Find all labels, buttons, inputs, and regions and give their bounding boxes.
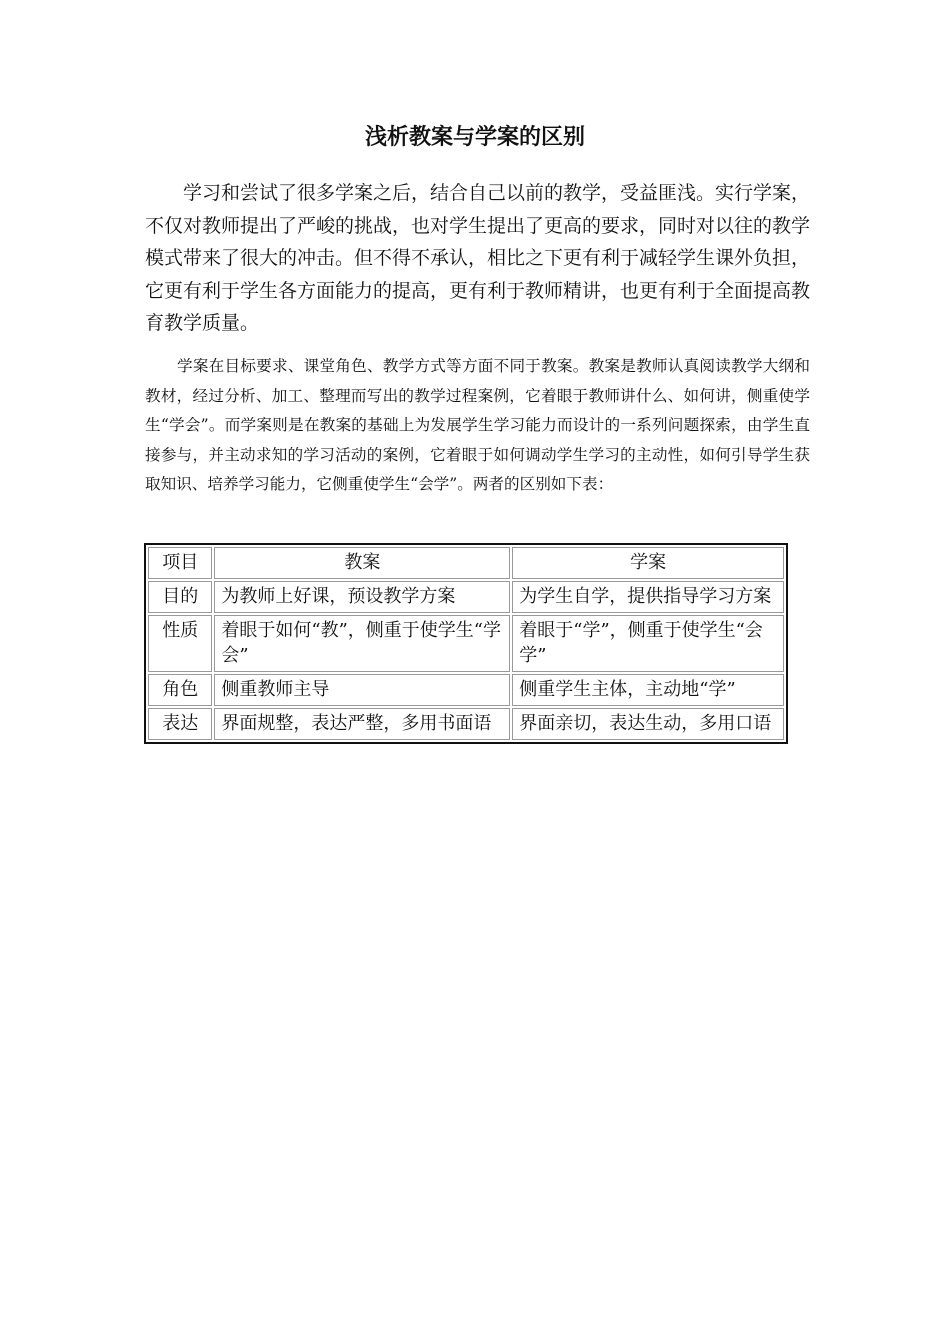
lesson-plan-cell: 为教师上好课，预设教学方案 xyxy=(214,581,510,613)
lesson-plan-cell: 着眼于如何“教”，侧重于使学生“学会” xyxy=(214,615,510,672)
table-row xyxy=(148,708,784,740)
header-cell-study-plan: 学案 xyxy=(512,547,784,579)
intro-paragraph: 学习和尝试了很多学案之后，结合自己以前的教学，受益匪浅。实行学案，不仅对教师提出了严峻的挑战，也对学生提出了更高的要求，同时对以往的教学模式带来了很大的冲击。但不得不承认，相比之下更有利于减轻学生课外负担，它更有利于学生各方面能力的提高，更有利于教师精讲，也更有利于全面提高教育教学质量。 xyxy=(145,182,811,334)
lesson-plan-cell: 界面规整，表达严整，多用书面语 xyxy=(214,708,510,740)
comparison-table xyxy=(144,543,788,744)
row-label-cell: 目的 xyxy=(148,581,212,613)
study-plan-cell: 侧重学生主体，主动地“学” xyxy=(512,674,784,706)
header-cell-lesson-plan: 教案 xyxy=(214,547,510,579)
lesson-plan-cell: 侧重教师主导 xyxy=(214,674,510,706)
study-plan-cell: 界面亲切，表达生动，多用口语 xyxy=(512,708,784,740)
study-plan-cell: 着眼于“学”，侧重于使学生“会学” xyxy=(512,615,784,672)
row-label-cell: 性质 xyxy=(148,615,212,672)
table-row xyxy=(148,615,784,672)
table-row xyxy=(148,674,784,706)
comparison-paragraph: 学案在目标要求、课堂角色、教学方式等方面不同于教案。教案是教师认真阅读教学大纲和教材，经过分析、加工、整理而写出的教学过程案例，它着眼于教师讲什么、如何讲，侧重使学生“学会”。而学案则是在教案的基础上为发展学生学习能力而设计的一系列问题探索，由学生直接参与，并主动求知的学习活动的案例，它着眼于如何调动学生学习的主动性，如何引导学生获取知识、培养学习能力，它侧重使学生“会学”。两者的区别如下表： xyxy=(145,357,810,493)
study-plan-cell: 为学生自学，提供指导学习方案 xyxy=(512,581,784,613)
document-title: 浅析教案与学案的区别 xyxy=(364,124,585,150)
table-header-row xyxy=(148,547,784,579)
row-label-cell: 表达 xyxy=(148,708,212,740)
table-row xyxy=(148,581,784,613)
header-cell-item: 项目 xyxy=(148,547,212,579)
row-label-cell: 角色 xyxy=(148,674,212,706)
